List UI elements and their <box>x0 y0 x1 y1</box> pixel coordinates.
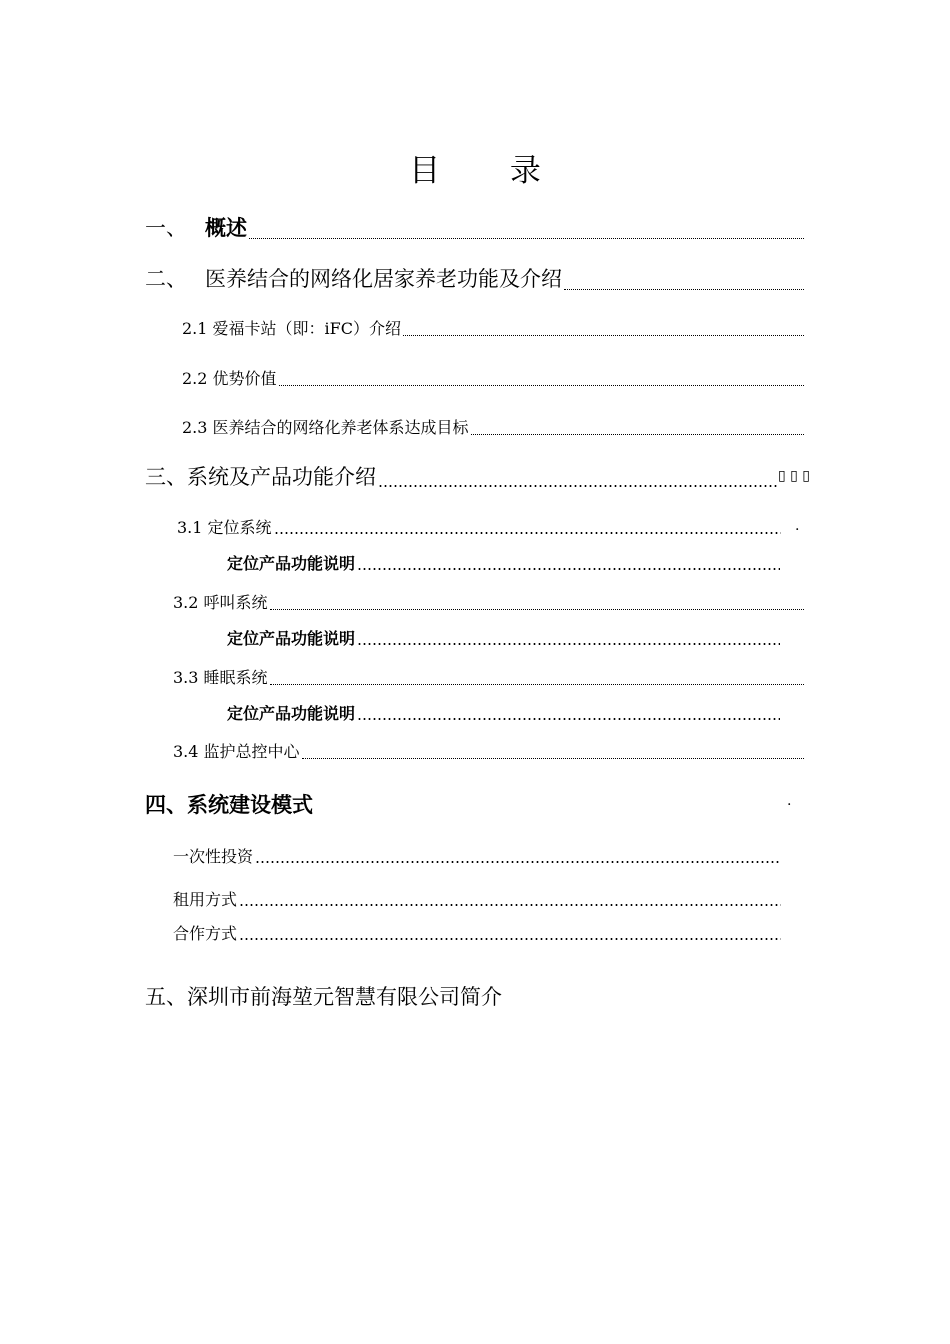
toc-entry-3-3[interactable] <box>173 665 804 688</box>
dot-leader <box>357 708 780 724</box>
toc-entry-section-2[interactable] <box>145 263 804 293</box>
entry-label: 2.3 医养结合的网络化养老体系达成目标 <box>182 418 469 437</box>
dot-leader <box>255 851 781 867</box>
entry-label: 三、系统及产品功能介绍 <box>145 465 376 489</box>
dot-leader <box>357 633 780 649</box>
toc-entry-section-4[interactable] <box>145 789 313 819</box>
toc-entry-2-2[interactable] <box>182 366 804 389</box>
entry-label: 2.1 爱福卡站（即：iFC）介绍 <box>182 319 401 338</box>
entry-label: 一次性投资 <box>173 847 254 866</box>
entry-label: 3.3 睡眠系统 <box>173 668 268 687</box>
toc-entry-3-1[interactable] <box>177 515 781 538</box>
entry-number: 一、 <box>145 216 187 240</box>
dot-leader <box>471 422 804 438</box>
dot-leader <box>270 597 804 613</box>
toc-entry-2-1[interactable] <box>182 316 804 339</box>
toc-title: 目 录 <box>409 153 571 189</box>
entry-label: 3.2 呼叫系统 <box>173 593 268 612</box>
dot-leader <box>564 272 804 293</box>
dot-leader <box>249 221 804 242</box>
toc-entry-4-c[interactable] <box>173 921 781 944</box>
dot-leader <box>357 558 780 574</box>
dot-leader <box>403 323 804 339</box>
dot-leader <box>270 672 804 688</box>
toc-entry-section-3[interactable] <box>145 461 777 491</box>
dot-leader <box>274 522 781 538</box>
dot-leader <box>239 894 781 910</box>
entry-label: 定位产品功能说明 <box>227 629 356 648</box>
dot-leader <box>239 928 781 944</box>
entry-label: 四、系统建设模式 <box>145 793 313 817</box>
toc-entry-3-2[interactable] <box>173 590 804 613</box>
dot-leader <box>302 746 804 762</box>
toc-entry-4-b[interactable] <box>173 887 781 910</box>
entry-label: 合作方式 <box>173 924 238 943</box>
entry-label: 概述 <box>205 216 247 240</box>
entry-label: 定位产品功能说明 <box>227 704 356 723</box>
entry-label: 2.2 优势价值 <box>182 369 277 388</box>
toc-entry-3-2-sub[interactable] <box>227 626 780 649</box>
toc-entry-4-a[interactable] <box>173 844 781 867</box>
dot-leader <box>378 470 777 491</box>
entry-label: 五、深圳市前海堃元智慧有限公司简介 <box>145 985 502 1009</box>
entry-label: 3.4 监护总控中心 <box>173 742 300 761</box>
toc-entry-3-3-sub[interactable] <box>227 701 780 724</box>
toc-entry-3-4[interactable] <box>173 739 804 762</box>
page-number-placeholder: . <box>787 793 792 809</box>
toc-entry-overview[interactable] <box>145 212 804 242</box>
entry-label: 租用方式 <box>173 890 238 909</box>
entry-number: 二、 <box>145 267 187 291</box>
page-number-placeholder: . <box>795 518 800 534</box>
entry-label: 3.1 定位系统 <box>177 518 272 537</box>
page-number-placeholder: ▯ ▯ ▯ <box>778 468 811 484</box>
toc-entry-3-1-sub[interactable] <box>227 551 780 574</box>
toc-entry-2-3[interactable] <box>182 415 804 438</box>
dot-leader <box>279 373 804 389</box>
entry-label: 医养结合的网络化居家养老功能及介绍 <box>205 267 562 291</box>
entry-label: 定位产品功能说明 <box>227 554 356 573</box>
toc-entry-section-5[interactable] <box>145 981 502 1011</box>
